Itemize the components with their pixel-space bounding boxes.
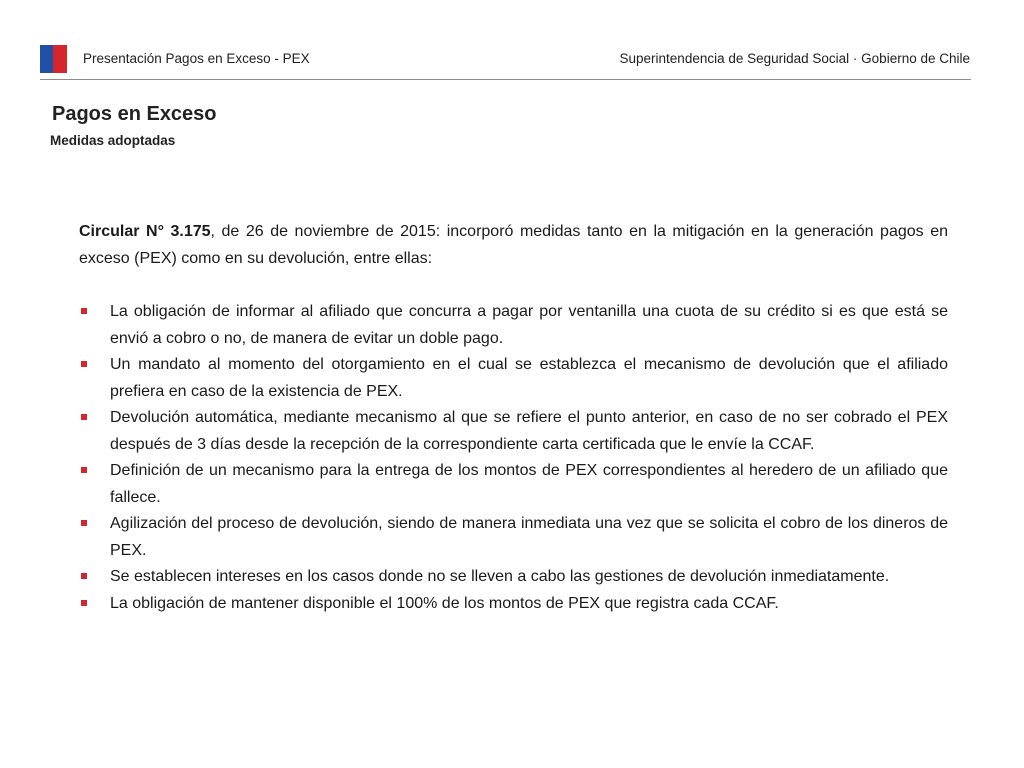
presentation-title: Presentación Pagos en Exceso - PEX xyxy=(83,51,310,66)
list-item-text: Un mandato al momento del otorgamiento en el cual se establezca el mecanismo de devolución que el afiliado prefiera en caso de la existencia de PEX. xyxy=(110,356,948,400)
list-item xyxy=(79,591,948,618)
bullet-icon xyxy=(81,308,87,314)
list-item-text: Definición de un mecanismo para la entrega de los montos de PEX correspondientes al heredero de un afiliado que fallece. xyxy=(110,462,948,506)
bullet-icon xyxy=(81,467,87,473)
bullet-icon xyxy=(81,600,87,606)
list-item xyxy=(79,458,948,511)
chile-flag-logo xyxy=(40,45,67,73)
bullet-icon xyxy=(81,361,87,367)
measures-list xyxy=(79,299,948,617)
intro-paragraph xyxy=(79,219,948,272)
bullet-icon xyxy=(81,520,87,526)
list-item xyxy=(79,299,948,352)
list-item-text: Se establecen intereses en los casos donde no se lleven a cabo las gestiones de devolución inmediatamente. xyxy=(110,568,890,585)
organization-name: Superintendencia de Seguridad Social · Gobierno de Chile xyxy=(619,51,970,66)
list-item-text: Devolución automática, mediante mecanismo al que se refiere el punto anterior, en caso de no ser cobrado el PEX después de 3 días desde la recepción de la correspondiente carta certificada que le envíe la CCAF. xyxy=(110,409,948,453)
list-item xyxy=(79,352,948,405)
logo-red-block xyxy=(53,45,67,73)
logo-blue-block xyxy=(40,45,53,73)
slide-body xyxy=(79,219,948,617)
bullet-icon xyxy=(81,414,87,420)
list-item xyxy=(79,564,948,591)
list-item-text: La obligación de mantener disponible el 100% de los montos de PEX que registra cada CCAF. xyxy=(110,594,779,612)
list-item xyxy=(79,511,948,564)
bullet-icon xyxy=(81,573,87,579)
intro-bold: Circular N° 3.175 xyxy=(79,223,211,240)
header-divider xyxy=(40,79,971,80)
list-item-text: La obligación de informar al afiliado que concurra a pagar por ventanilla una cuota de su crédito si es que está se envió a cobro o no, de manera de evitar un doble pago. xyxy=(110,303,948,347)
slide-subtitle: Medidas adoptadas xyxy=(50,133,176,148)
intro-text: , de 26 de noviembre de 2015: incorporó medidas tanto en la mitigación en la generación pagos en exceso (PEX) como en su devolución, entre ellas: xyxy=(79,223,948,267)
list-item-text: Agilización del proceso de devolución, siendo de manera inmediata una vez que se solicita el cobro de los dineros de PEX. xyxy=(110,515,948,559)
list-item xyxy=(79,405,948,458)
slide-title: Pagos en Exceso xyxy=(52,103,217,125)
